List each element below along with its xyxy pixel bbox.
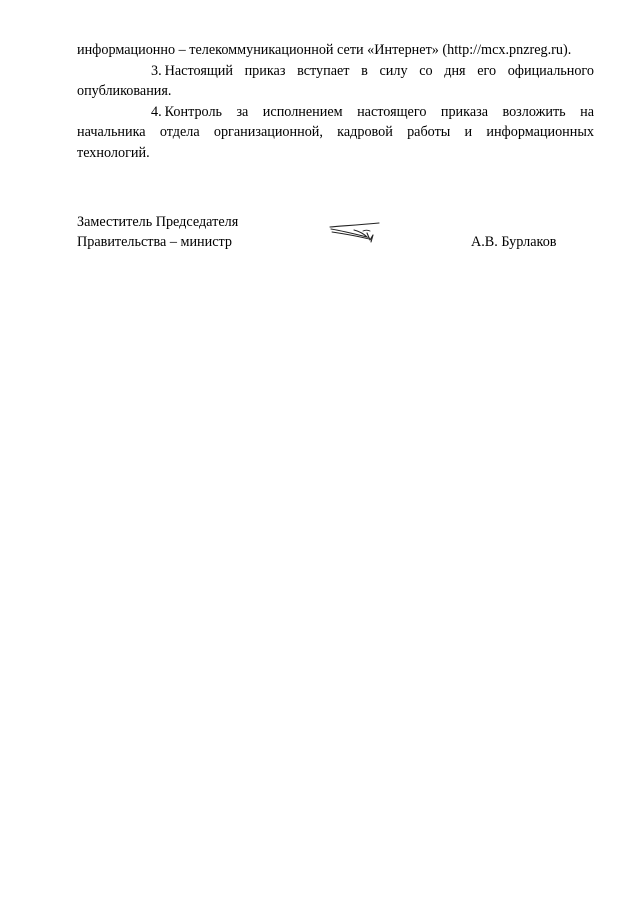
signatory-title	[77, 212, 238, 252]
paragraph-item-4	[77, 102, 594, 164]
document-body	[77, 40, 594, 164]
signatory-name: А.В. Бурлаков	[471, 234, 557, 250]
paragraph-continued	[77, 40, 594, 61]
signatory-title-line-1: Заместитель Председателя	[77, 214, 239, 230]
paragraph-number: 3.	[151, 62, 162, 79]
signatory-title-line-2: Правительства – министр	[77, 234, 232, 250]
signature-block	[77, 212, 594, 252]
handwritten-signature	[327, 218, 387, 244]
paragraph-number: 4.	[151, 103, 162, 120]
paragraph-text: Настоящий приказ вступает в силу со дня его официального опубликования.	[77, 62, 594, 100]
paragraph-text: информационно – телекоммуникационной сети «Интернет» (http://mcx.pnzreg.ru).	[77, 42, 572, 58]
paragraph-text: Контроль за исполнением настоящего приказа возложить на начальника отдела организационной, кадровой работы и информационных технологий.	[77, 103, 594, 161]
paragraph-item-3	[77, 61, 594, 102]
